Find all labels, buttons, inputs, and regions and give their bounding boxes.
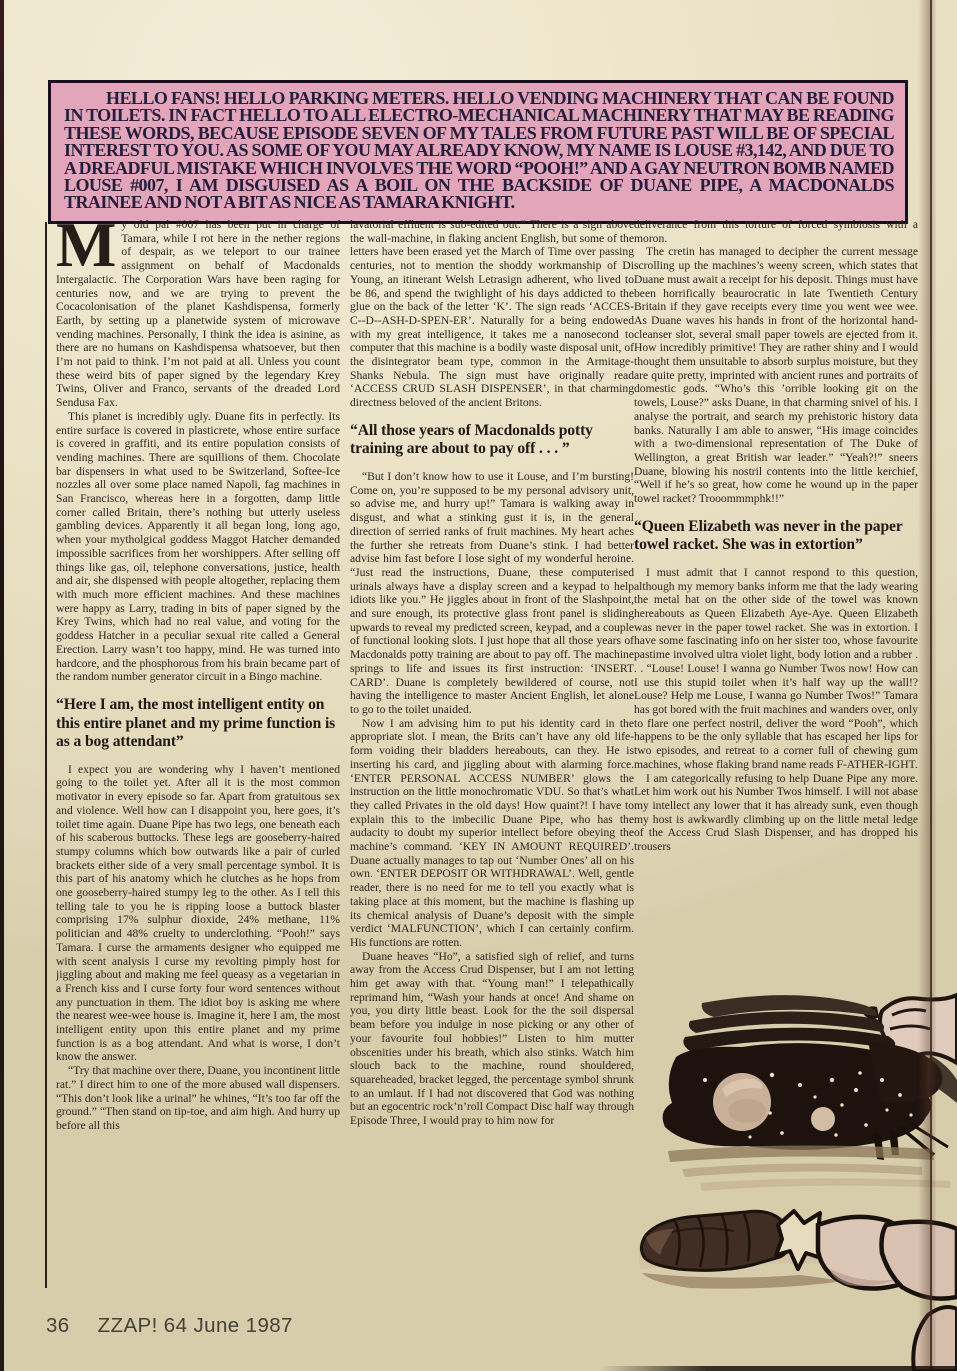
drop-cap: M [56,218,117,280]
column-2 [350,218,634,1296]
paragraph: “Try that machine over there, Duane, you incontinent little rat.” I direct him to one of the more abused wall dispensers. “This don’t look like a urinal” he whines, “It’s too far off the ground.” “Then stand on tip-toe, and aim high. And hurry up before all this [56,1064,340,1132]
page-footer [46,1314,293,1338]
subhead-potty-training: “All those years of Macdonalds potty training are about to pay off . . . ” [350,421,593,458]
page-fold-shadow [918,0,936,1371]
intro-banner [48,80,908,224]
paragraph: Now I am advising him to put his identity card in the appropriate slot. I mean, the Brits can’t have any old life-form voiding their bladders hereabouts, can they. He is inserting his card, and jiggling about with alarming force. ‘ENTER PERSONAL ACCESS NUMBER’ glows the instruction on the little monochromatic VDU. So that’s what they called Privates in the old days! How quaint?! I have to explain this to the imbecilic Duane Pipe, who has the audacity to doubt my superior intellect before obeying the machine’s command. ‘KEY IN AMOUNT REQUIRED’. Duane actually manages to tap out ‘Number Ones’ all on his own. ‘ENTER DEPOSIT OR WITHDRAWAL’. Well, gentle reader, there is no need for me to tell you exactly what is taking place at this moment, but the machine is flashing up its chemical analysis of Duane’s deposit with the simple verdict ‘MALFUNCTION’, which I can certainly confirm. His functions are rotten. [350,716,634,949]
intro-banner-text: HELLO FANS! HELLO PARKING METERS. HELLO VENDING MACHINERY THAT CAN BE FOUND IN TOILETS. IN FACT HELLO TO ALL ELECTRO-MECHANICAL MACHINERY THAT MAY BE READING THESE WORDS, BECAUSE EPISODE SEVEN OF MY TALES FROM FUTURE PAST WILL BE OF SPECIAL INTEREST TO YOU. AS SOME OF YOU MAY ALREADY KNOW, MY NAME IS LOUSE #3,142, AND DUE TO A DREADFUL MISTAKE WHICH INVOLVES THE WORD “POOH!” AND A GAY NEUTRON BOMB NAMED LOUSE #007, I AM DISGUISED AS A BOIL ON THE BACKSIDE OF DUANE PIPE, A MACDONALDS TRAINEE AND NOT A BIT AS NICE AS TAMARA KNIGHT. [64,88,894,213]
paragraph: lavatorial effluent is sub-edited out.” There is a sign above the wall-machine, in flaking ancient English, but some of the letters have been erased yet the March of Time over passing centuries, not to mention the shoddy workmanship of Di Young, an itinerant Welsh Letrasign adherent, who lived to be 86, and spend the twighlight of his days addicted to the glue on the back of the letter ‘K’. The sign reads ‘ACCES-C--D--ASH-D-SPEN-ER’. Naturally for a being endowed with my great intelligence, it takes me a nanosecond to computer that this machine is a bodily waste disposal unit, of the disintegrator beam type, common in the Armitage-Shanks Nebula. The sign must have originally read ‘ACCESS CRUD SLASH DISPENSER’, in that charming directness beloved of the ancient Britons. [350,218,634,410]
paragraph: deliverance from this torture of forced symbiosis with a moron. [634,218,918,245]
paragraph: This planet is incredibly ugly. Duane fits in perfectly. Its entire surface is covered in plasticrete, whose entire surface is covered in graffiti, and its entire population consists of vending machines. There are squillions of them. Chocolate bar dispensers in what used to be Switzerland, Softee-Ice nozzles all over some place named Napoli, fag machines in San Francisco, whereas here in a forgotten, damp little corner called Britain, there’s nothing but utterly useless gambling devices. Apparently it all began long, long ago, when your mytholgical goddess Maggot Hatcher demanded impossible sacrifices from her worshippers. After selling off things like gas, oil, telephone conversations, justice, health and air, she dispensed with people altogether, replacing them with much more efficient machines. And these machines were happy as Larry, trading in bits of paper signed by the Krey Twins, which had no real value, and voting for the goddess Hatcher in a peculiar sexual rite called a General Erection. Larry wasn’t too happy, mind. He was turned into hardcore, and the phosphorous from his brain became part of the random number generator circuit in a Bingo machine. [56,409,340,684]
page-bottom-edge [600,1366,957,1371]
column-3 [634,218,918,854]
paragraph: I must admit that I cannot respond to this question, although my memory banks inform me that the lady wearing the metal hat on the other side of the towel was known hereabouts as Queen Elizabeth Aye-Aye. Queen Elizabeth was never in the paper towel racket. She was in extortion. I have some fascinating info on her sister too, whose favourite pastime involved ultra violet light, body lotion and a rubber . . . “Louse! Louse! I wanna go Number Twos now! How can I use this stupid toilet when it’s half way up the wall!? Louse? Help me Louse, I wanna go Number Twos!” Tamara has got bored with the fruit machines and wanders over, only to flare one perfect nostril, deliver the word “Pooh”, which happens to be the only syllable that has escaped her lips for two episodes, and retreat to a corner full of chewing gum machines, whose flaking brand name reads F-ATHER-IGHT. [634,565,918,771]
subhead-bog-attendant: “Here I am, the most intelligent entity on this entire planet and my prime function is as a bog attendant” [56,695,336,751]
small-moon [811,1107,835,1131]
page-number: 36 [46,1314,70,1337]
page-left-edge [0,0,4,1371]
foot-and-leg [818,1217,957,1371]
paragraph: “But I don’t know how to use it Louse, and I’m bursting! Come on, you’re supposed to be my personal advisory unit, so advise me, and hurry up!” Tamara is walking away in disgust, and what a stinking gust it is, in the general direction of serried ranks of fruit machines. My heart aches the further she retreats from Duane’s stink. I had better advise him fast before I lose sight of my wonderful heroine. “Just read the instructions, Duane, these computerised urinals always have a display screen and a keypad to help idiots like you.” He jiggles about in front of the Slashpoint, and sure enough, its protective glass front panel is sliding upwards to reveal my predicted screen, keypad, and a couple of functional looking slots. I just hope that all those years of Macdonalds potty training are about to pay off. The machine springs to life and issues its first instruction: ‘INSERT CARD’. Duane is completely bewildered of course, not having the intelligence to master Ancient English, let alone to go to the toilet unaided. [350,470,634,716]
column-1 [56,218,340,1296]
paragraph: The cretin has managed to decipher the current message scrolling up the machines’s weeny screen, which states that Duane must await a receipt for his deposit. Things must have been horrifically beaurocratic in late Twentieth Century Britain if they gave receipts every time you went wee wee. As Duane waves his hands in front of the horizontal hand-cleanser slot, several small paper towels are ejected from it. How incredibly primitive! They are rather shiny and I would thought them unsuitable to absorb surplus moisture, but they are quite pretty, imprinted with ancient runes and portraits of domestic gods. “Who’s this ’orrible looking git on the towels, Louse?” asks Duane, in that charming snivel of his. I analyse the portrait, and search my prehistoric history data banks. Naturally I am able to answer, “His image coincides with a two-dimensional representation of The Duke of Wellington, a great British war leader.” “Yeah?!” sneers Duane, blowing his nostril contents into the little kerchief, “Well if he’s so great, how come he wound up in the paper towel racket? Trooommmphk!!” [634,245,918,506]
column-rule [45,222,47,1288]
page-fold-line [930,0,932,1371]
paragraph: I expect you are wondering why I haven’t mentioned going to the toilet yet. After all it is the most common motivator in every episode so far. Apart from gratuitous sex and violence. Well how can I disappoint you, here goes, it’s toilet time again. Duane Pipe has two legs, one beneath each of his scaberous buttocks. These legs are gooseberry-haired stumpy columns which bow outwards like a pair of curled brackets either side of a very small percentage symbol. It is this part of his anatomy which he clutches as he hops from one gooseberry-haired stumpy leg to the other. As I tell this telling tale to you he is ripping loose a buttock blaster comprising 17% sulphur dioxide, 24% methane, 11% politician and 48% cruelty to underclothing. “Pooh!” says Tamara. I curse the armaments designer who equipped me with scent analysis I curse my revolting pimply host for jiggling about and making me feel queasy as a vegetarian in a French kiss and I curse forty four word sentences without any punctuation in them. The idiot boy is asking me where the nearest wee-wee house is. Imagine it, here I am, the most intelligent entity upon this entire planet and my prime function is as a bog attendant. And what is worse, I don’t know the answer. [56,762,340,1064]
paragraph: Duane heaves “Ho”, a satisfied sigh of relief, and turns away from the Access Crud Dispenser, but I am not letting him get away with that. “Young man!” I telepathically reprimand him, “Wash your hands at once! And shame on you, you dirty little beast. Look for the the soil dispersal beam before you indulge in nose picking or any other of your favourite foul hobbies!” Listen to him mutter obscenities under his breath, which also stinks. Watch him slouch back to the machine, round shouldered, squareheaded, bracket legged, the percentage symbol shrunk to an umlaut. If I had not discovered that God was nothing but an egocentric rock’n’roll Compact Disc half way through Episode Three, I would pray to him now for [350,949,634,1128]
subhead-queen-elizabeth: “Queen Elizabeth was never in the paper towel racket. She was in extortion” [634,517,903,554]
issue-label: ZZAP! 64 June 1987 [97,1314,293,1337]
paragraph: My old pal #007 has been put in charge of Tamara, while I rot here in the nether regions of despair, as we teleport to our trainee assignment on behalf of Macdonalds Intergalactic. The Corporation Wars have been raging for centuries now, and we are trying to prevent the Cocacolonisation of the planet Kashdispensa, formerly Earth, by setting up a planetwide system of microwave vending machines. Personally, I think the idea is asinine, as there are no humans on Kashdispensa whatsoever, but then I’m not paid to think. I’m not paid at all. Unless you count these weird bits of paper signed by the legendary Krey Twins, Oliver and Franco, servants of the dreaded Lord Sendusa Fax. [56,218,340,410]
paragraph: I am categorically refusing to help Duane Pipe any more. Let him work out his Number Twos himself. I will not abase my intellect any lower that it has already sunk, even though my host is awkwardly climbing up on the little metal ledge of the Access Crud Slash Dispenser, and has dropped his trousers [634,771,918,854]
illustration-boot-spaceship [630,985,957,1371]
